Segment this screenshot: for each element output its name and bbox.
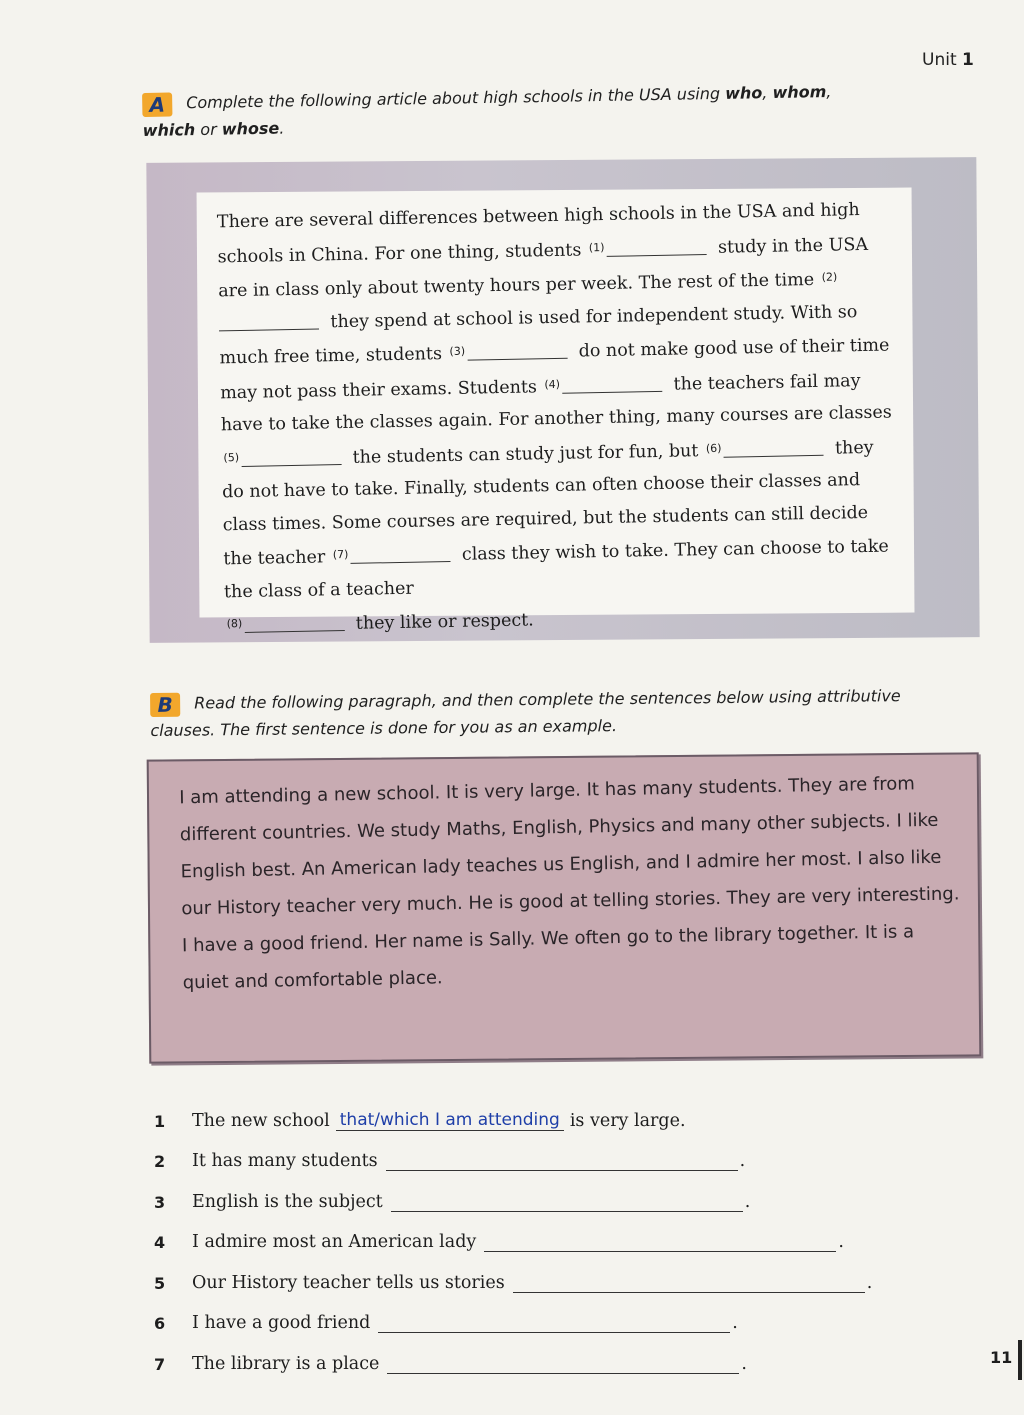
sentence-number: 5 [154, 1273, 166, 1293]
keyword-which: which [142, 120, 196, 140]
sentence-end: . [732, 1313, 738, 1333]
section-a-instruction [142, 76, 933, 144]
sentence-item [150, 1252, 910, 1293]
article-segment: study in the USA are in class only about twenty hours per week. The rest of the time [218, 234, 869, 302]
sentence-item [150, 1171, 910, 1212]
sep: or [195, 119, 222, 140]
sentence-number: 7 [154, 1354, 166, 1374]
article-frame [146, 157, 979, 643]
paragraph-card [147, 752, 982, 1063]
sentence-number: 4 [154, 1233, 166, 1252]
article-segment: they do not have to take. Finally, students can often choose their classes and class times. Some courses are required, but the students can still decide the teacher [221, 437, 874, 570]
answer-line[interactable] [513, 1274, 865, 1293]
article-segment: There are several differences between high schools in the USA and high schools in China. For one thing, students [216, 200, 860, 267]
sentence-item [150, 1090, 910, 1131]
keyword-whose: whose [221, 118, 280, 139]
sentence-end: . [739, 1151, 746, 1171]
article-panel [197, 188, 915, 634]
article-segment: the teachers fail may have to take the classes again. For another thing, many courses are classes [220, 370, 892, 436]
instruction-text: Read the following paragraph, and then complete the sentences below using attributive clauses. The first sentence is done for you as an example. [150, 686, 901, 740]
article-segment: the students can study just for fun, but [346, 440, 705, 468]
blank-number: (5) [223, 450, 240, 464]
sentence-start: The new school [192, 1110, 330, 1131]
sep: . [279, 118, 285, 138]
section-b-badge: B [150, 693, 180, 717]
blank-number: (8) [226, 616, 243, 631]
blank-line[interactable] [241, 448, 341, 467]
answer-line[interactable] [386, 1152, 738, 1171]
page-edge-bar [1018, 1340, 1022, 1380]
answer-line[interactable] [387, 1355, 739, 1374]
sentence-end: . [866, 1272, 873, 1293]
sentence-item [150, 1333, 910, 1374]
sentence-start: Our History teacher tells us stories [192, 1272, 505, 1293]
instruction-text: Complete the following article about high schools in the USA using [186, 83, 726, 113]
blank-number: (4) [544, 377, 561, 391]
sentence-number: 2 [154, 1152, 166, 1171]
sentence-number: 1 [154, 1111, 166, 1131]
article-segment: they like or respect. [350, 610, 534, 634]
answer-line[interactable] [484, 1233, 836, 1252]
sentence-start: I have a good friend [192, 1313, 371, 1333]
blank-number: (3) [449, 344, 466, 358]
section-a-badge: A [142, 92, 172, 117]
blank-line[interactable] [350, 545, 450, 564]
page-number: 11 [990, 1348, 1013, 1367]
blank-line[interactable] [723, 438, 823, 457]
keyword-whom: whom [772, 82, 827, 102]
sep: , [826, 81, 832, 102]
article-segment: they spend at school is used for independent study. With so much free time, students [219, 301, 858, 369]
blank-line[interactable] [562, 374, 662, 393]
unit-label-text: Unit [922, 50, 957, 70]
sentence-end: . [741, 1353, 747, 1374]
blank-line[interactable] [467, 342, 567, 361]
section-b-instruction [150, 682, 911, 744]
answer-line[interactable] [391, 1193, 743, 1212]
sentence-end: . [744, 1191, 751, 1212]
paragraph-text: I am attending a new school. It is very large. It has many students. They are from different countries. We study Maths, English, Physics and many other subjects. I like English best. An American lady teaches us English, and I admire her most. I also like our History teacher very much. He is good at telling stories. They are very interesting. I have a good friend. Her name is Sally. We often go to the library together. It is a quiet and comfortable place. [179, 773, 960, 994]
sentence-start: It has many students [192, 1151, 378, 1171]
sentence-item [150, 1293, 910, 1334]
blank-number: (1) [588, 240, 605, 254]
article-segment: class they wish to take. They can choose to take the class of a teacher [223, 536, 890, 602]
unit-label [922, 50, 974, 70]
sentence-number: 6 [154, 1314, 166, 1333]
sentence-end: is very large. [569, 1110, 686, 1131]
sentence-start: I admire most an American lady [192, 1232, 477, 1252]
sentence-number: 3 [154, 1192, 166, 1212]
blank-number: (2) [821, 270, 838, 284]
example-answer: that/which I am attending [336, 1110, 564, 1131]
article-segment: do not make good use of their time may not pass their exams. Students [220, 335, 890, 403]
sep: , [762, 82, 773, 103]
unit-number: 1 [962, 50, 974, 70]
sentence-item [150, 1212, 910, 1253]
blank-line[interactable] [219, 312, 319, 331]
blank-line[interactable] [244, 614, 344, 633]
answer-line[interactable] [378, 1314, 730, 1333]
blank-line[interactable] [606, 238, 706, 257]
sentence-start: English is the subject [192, 1191, 383, 1212]
sentence-list [150, 1090, 910, 1374]
keyword-who: who [724, 83, 763, 103]
blank-number: (6) [705, 441, 722, 455]
sentence-end: . [838, 1232, 844, 1252]
sentence-start: The library is a place [192, 1353, 380, 1374]
article-text [217, 193, 900, 642]
sentence-item [150, 1131, 910, 1172]
blank-number: (7) [332, 547, 349, 562]
